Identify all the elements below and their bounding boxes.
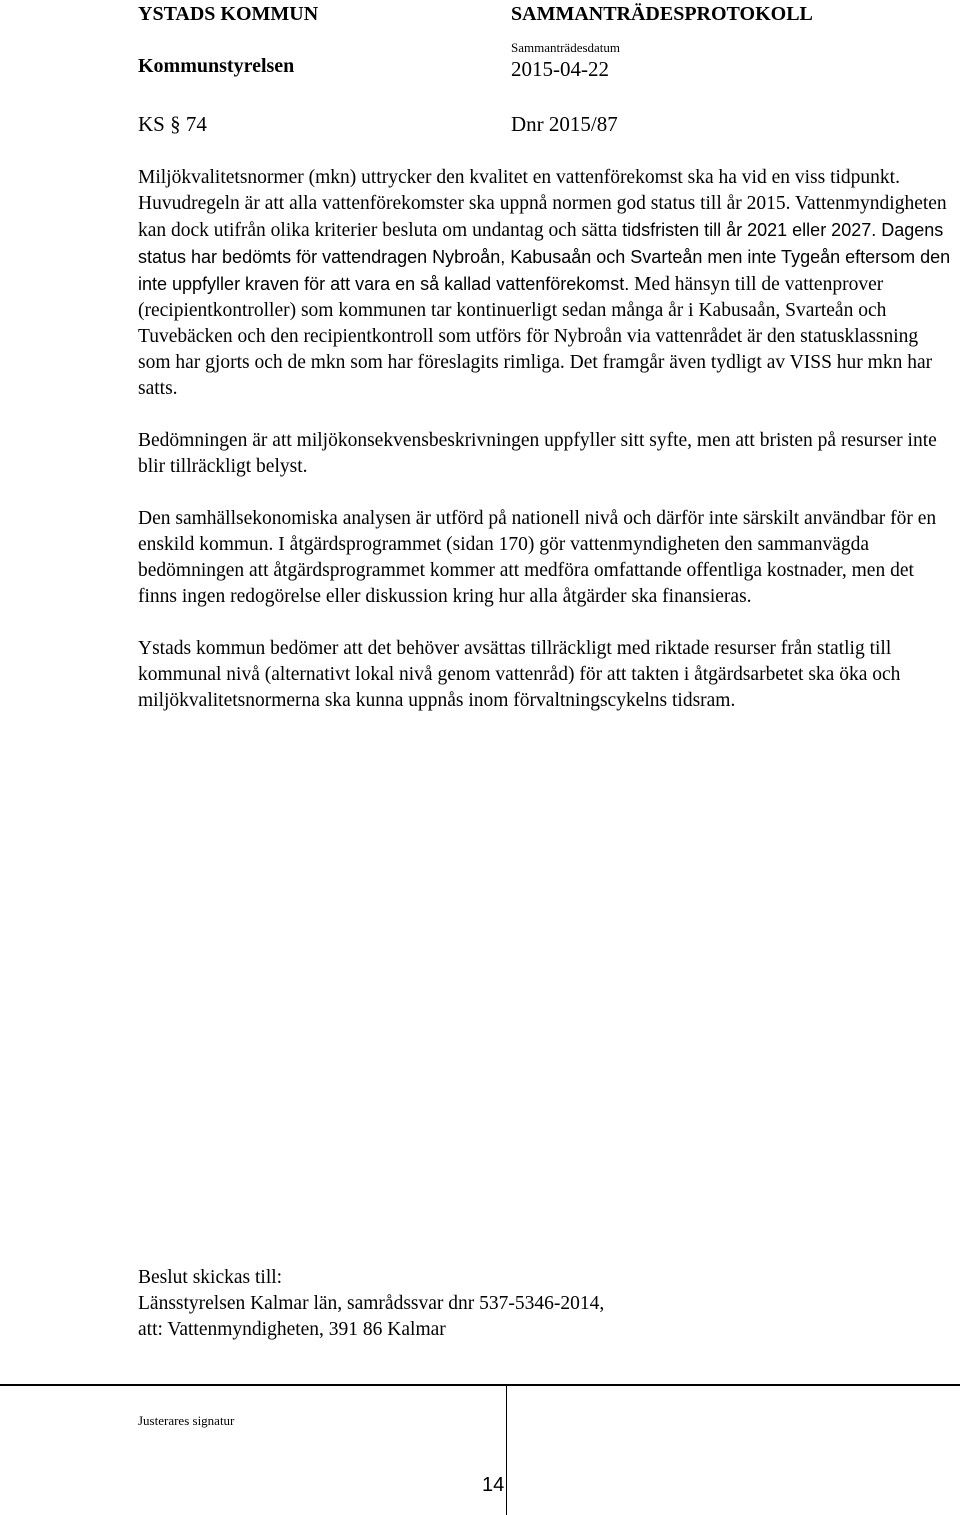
page-number: 14 xyxy=(482,1474,505,1496)
document-type: SAMMANTRÄDESPROTOKOLL xyxy=(511,3,813,25)
meeting-date: 2015-04-22 xyxy=(511,57,609,81)
document-body xyxy=(138,165,953,714)
paragraph-1-sans-part: tidsfristen till år 2021 eller 2027. Dagens status har bedömts för vattendragen Nybroån, Kabusaån och Svarteån men inte Tygeån eftersom den inte uppfyller kraven för att vara en så kallad vattenförekomst. xyxy=(138,220,951,294)
paragraph-1-serif-end: Med hänsyn till de vattenprover (recipientkontroller) som kommunen tar kontinuerligt sedan många år i Kabusaån, Svarteån och Tuvebäcken och den recipientkontroll som utförs för Nybroån via vattenrådet är den statusklassning som har gjorts och de mkn som har föreslagits rimliga. Det framgår även tydligt av VISS hur mkn har satts. xyxy=(138,274,933,399)
distribution-line-1: Länsstyrelsen Kalmar län, samrådssvar dnr 537-5346-2014, xyxy=(138,1293,605,1314)
diary-number: Dnr 2015/87 xyxy=(511,112,618,136)
paragraph-3: Den samhällsekonomiska analysen är utförd på nationell nivå och därför inte särskilt användbar för en enskild kommun. I åtgärdsprogrammet (sidan 170) gör vattenmyndigheten den sammanvägda bedömningen att åtgärdsprogrammet kommer att medföra omfattande offentliga kostnader, men det finns ingen redogörelse eller diskussion kring hur alla åtgärder ska finansieras. xyxy=(138,508,937,607)
case-number xyxy=(138,112,207,137)
paragraph-4: Ystads kommun bedömer att det behöver avsättas tillräckligt med riktade resurser från statlig till kommunal nivå (alternativt lokal nivå genom vattenråd) för att takten i åtgärdsarbetet ska öka och miljökvalitetsnormerna ska kunna uppnås inom förvaltningscykelns tidsram. xyxy=(138,638,901,711)
municipality-name: YSTADS KOMMUN xyxy=(138,3,319,25)
ks-number: 74 xyxy=(185,112,207,136)
meeting-date-label: Sammanträdesdatum xyxy=(511,40,621,55)
paragraph-2: Bedömningen är att miljökonsekvensbeskrivningen uppfyller sitt syfte, men att bristen på resurser inte blir tillräckligt belyst. xyxy=(138,430,937,477)
board-name: Kommunstyrelsen xyxy=(138,55,295,77)
paragraph-1-serif-part: Miljökvalitetsnormer (mkn) uttrycker den kvalitet en vattenförekomst ska ha vid en viss tidpunkt. Huvudregeln är att alla vattenförekomster ska uppnå normen god status till år 2015. Vattenmyndigheten kan dock utifrån olika kriterier besluta om undantag och sätta xyxy=(138,167,947,241)
ks-prefix: KS xyxy=(138,112,165,136)
distribution-line-2: att: Vattenmyndigheten, 391 86 Kalmar xyxy=(138,1319,446,1340)
distribution-list xyxy=(138,1265,604,1343)
footer-vertical-divider xyxy=(506,1384,507,1515)
signature-label: Justerares signatur xyxy=(138,1413,235,1428)
distribution-heading: Beslut skickas till: xyxy=(138,1267,283,1288)
section-symbol: § xyxy=(170,112,181,136)
footer-divider xyxy=(0,1384,960,1386)
paragraph-1 xyxy=(138,165,953,402)
